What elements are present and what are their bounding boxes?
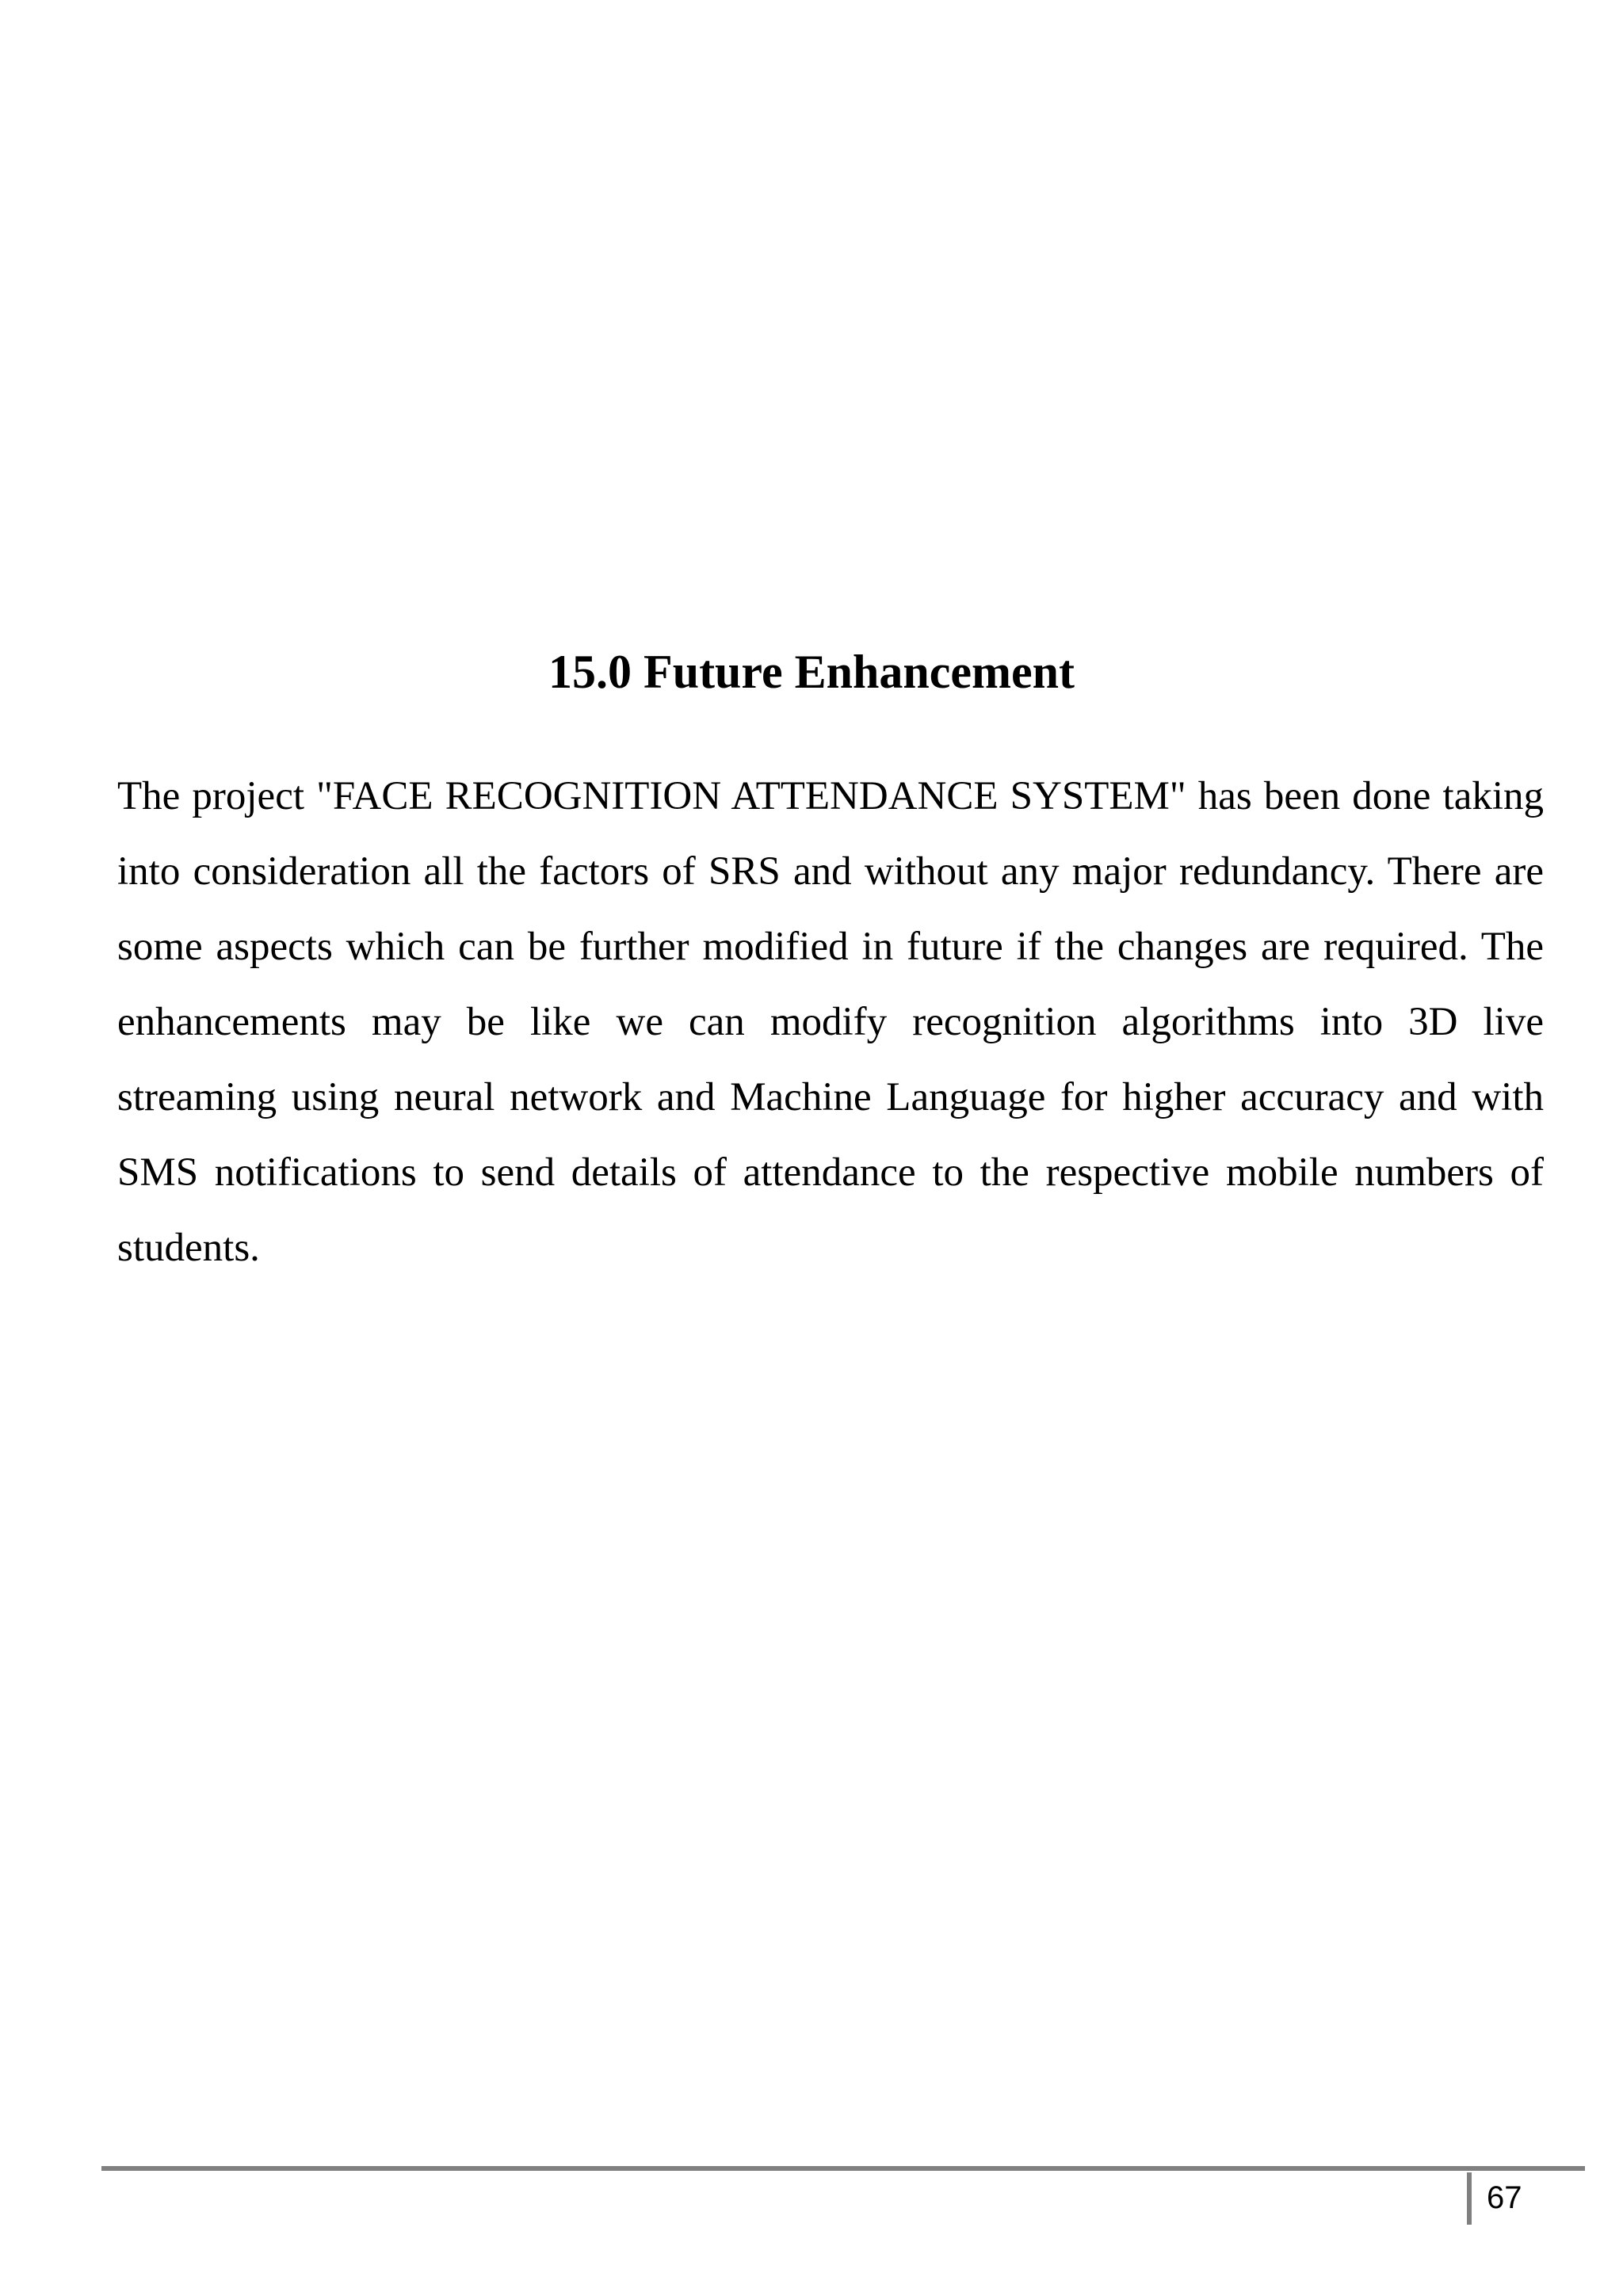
page-number-divider xyxy=(1467,2172,1472,2225)
page-number: 67 xyxy=(1487,2180,1522,2215)
footer-rule xyxy=(101,2166,1585,2171)
body-paragraph: The project "FACE RECOGNITION ATTENDANCE SYSTEM" has been done taking into consideration all the factors of SRS and without any major redundancy. There are some aspects which can be further modified in future if the changes are required. The enhancements may be like we can modify recognition algorithms into 3D live streaming using neural network and Machine Language for higher accuracy and with SMS notifications to send details of attendance to the respective mobile numbers of students. xyxy=(117,774,1544,1270)
section-heading: 15.0 Future Enhancement xyxy=(548,646,1075,698)
